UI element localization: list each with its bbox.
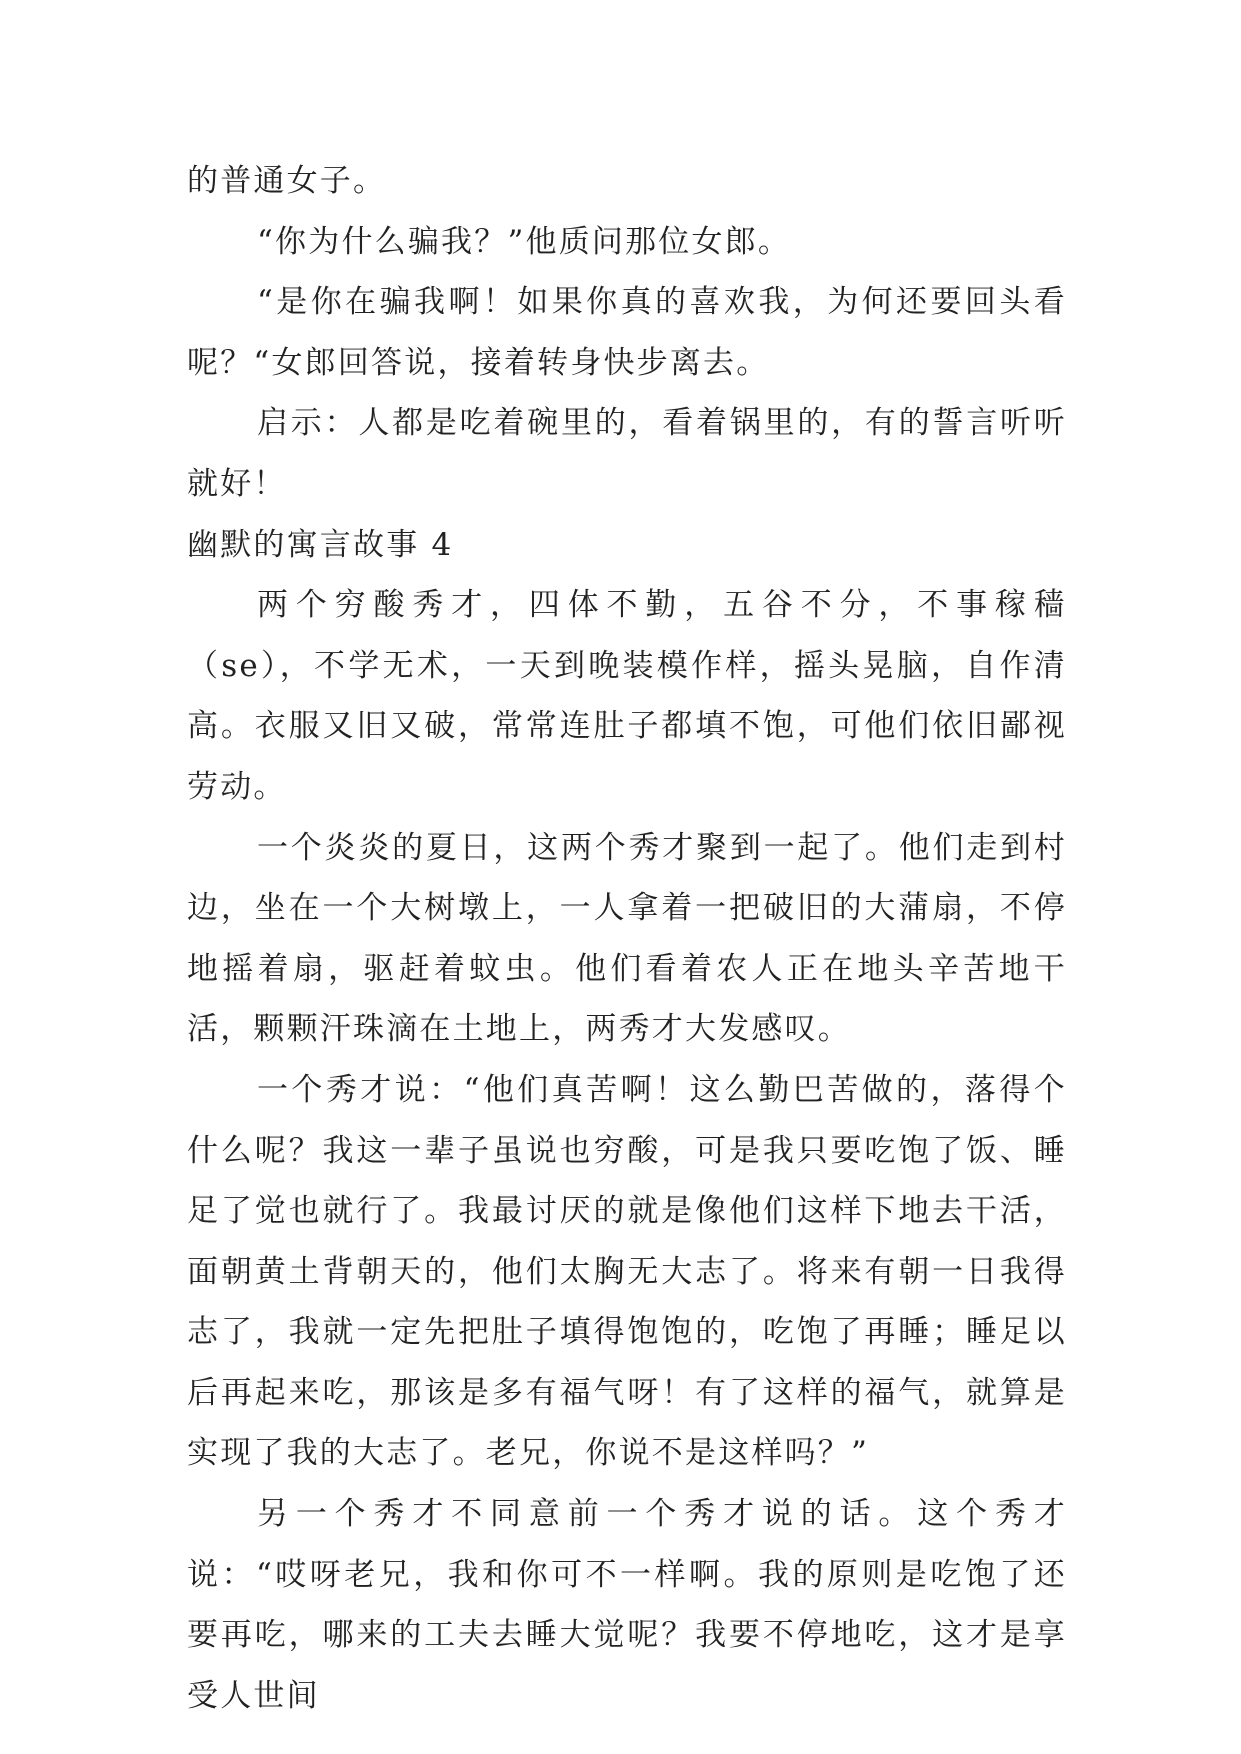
story-paragraph-1: 两个穷酸秀才，四体不勤，五谷不分，不事稼穑（se），不学无术，一天到晚装模作样，摇头晃脑，自作清高。衣服又旧又破，常常连肚子都填不饱，可他们依旧鄙视劳动。 xyxy=(187,587,1067,805)
paragraph-moral: 启示：人都是吃着碗里的，看着锅里的，有的誓言听听就好！ xyxy=(187,405,1067,502)
section-title: 幽默的寓言故事 4 xyxy=(187,526,454,563)
document-body xyxy=(187,151,1067,1726)
story-paragraph-4: 另一个秀才不同意前一个秀才说的话。这个秀才说：“哎呀老兄，我和你可不一样啊。我的原则是吃饱了还要再吃，哪来的工夫去睡大觉呢？我要不停地吃，这才是享受人世间 xyxy=(187,1496,1067,1714)
paragraph-answer: “是你在骗我啊！如果你真的喜欢我，为何还要回头看呢？“女郎回答说，接着转身快步离去。 xyxy=(187,284,1067,381)
paragraph-continuation: 的普通女子。 xyxy=(187,163,387,199)
paragraph-question: “你为什么骗我？”他质问那位女郎。 xyxy=(257,223,792,260)
story-paragraph-2: 一个炎炎的夏日，这两个秀才聚到一起了。他们走到村边，坐在一个大树墩上，一人拿着一把破旧的大蒲扇，不停地摇着扇，驱赶着蚊虫。他们看着农人正在地头辛苦地干活，颗颗汗珠滴在土地上，两秀才大发感叹。 xyxy=(187,829,1067,1048)
story-paragraph-3: 一个秀才说：“他们真苦啊！这么勤巴苦做的，落得个什么呢？我这一辈子虽说也穷酸，可是我只要吃饱了饭、睡足了觉也就行了。我最讨厌的就是像他们这样下地去干活，面朝黄土背朝天的，他们太胸无大志了。将来有朝一日我得志了，我就一定先把肚子填得饱饱的，吃饱了再睡；睡足以后再起来吃，那该是多有福气呀！有了这样的福气，就算是实现了我的大志了。老兄，你说不是这样吗？” xyxy=(187,1071,1067,1472)
